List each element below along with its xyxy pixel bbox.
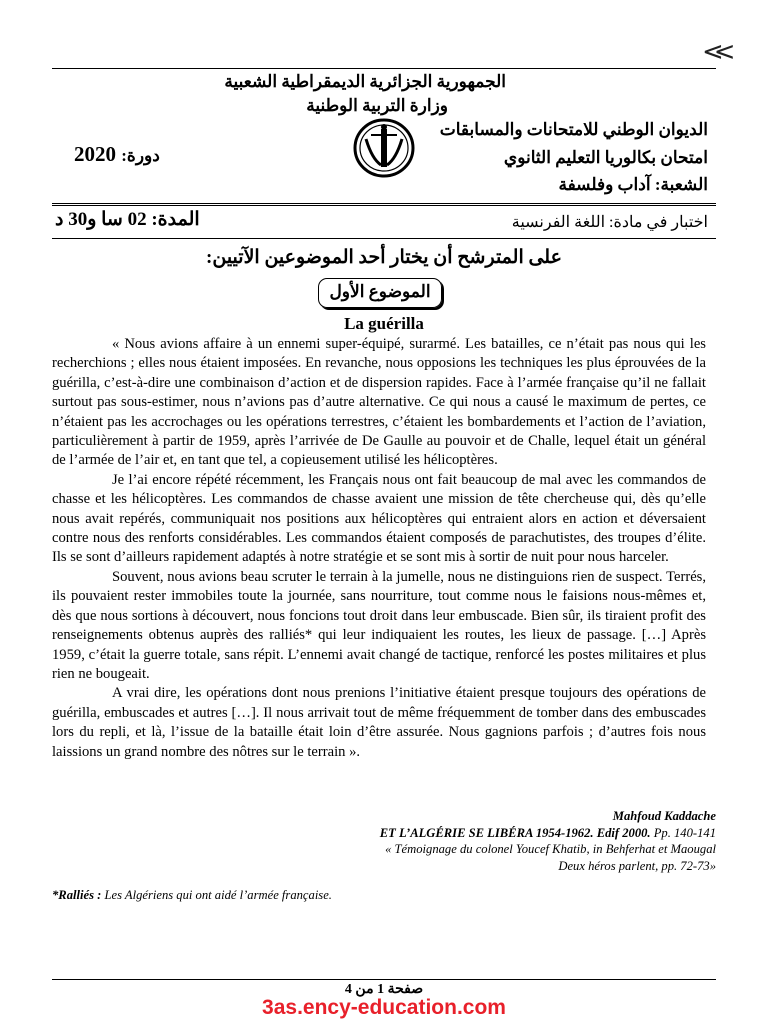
subject-divider	[52, 238, 716, 239]
citation-line-3: « Témoignage du colonel Youcef Khatib, in Behferhat et Maougal	[385, 842, 716, 857]
paragraph: « Nous avions affaire à un ennemi super-équipé, surarmé. Les batailles, ce n’était pas nous qui les recherchions ; elles nous étaient imposées. En revanche, nous opposions les techniques les plus éprouvées de la guérilla, c’est-à-dire une combinaison d’action et de dispersion rapides. Face à l’armée française qu’il ne fallait surtout pas sous-estimer, nous n’avions pas d’autre alternative. Ce qui nous a causé le maximum de pertes, ce n’étaient pas les accrochages ou les opérations terrestres, c’étaient les bombardements et l’action de l’aviation, particulièrement à partir de 1959, après l’arrivée de De Gaulle au pouvoir et de Challe, lequel était un général de l’armée de l’air et, en tant que tel, a copieusement utilisé les hélicoptères.	[52, 336, 706, 469]
citation-pages: Pp. 140-141	[650, 825, 716, 840]
onec-logo	[352, 115, 416, 179]
page-number: صفحة 1 من 4	[344, 982, 424, 997]
exam-name: امتحان بكالوريا التعليم الثانوي	[503, 148, 708, 167]
website-watermark[interactable]: 3as.ency-education.com	[262, 996, 506, 1019]
back-chevron-icon[interactable]: <<	[702, 37, 726, 67]
paragraph: Souvent, nous avions beau scruter le terrain à la jumelle, nous ne distinguions rien de suspect. Terrés, ils pouvaient rester immobiles toute la journée, sans nourriture, tout comme nous le faisions nous-mêmes et, dès que nous sortions à découvert, nous foncions tout droit dans leur embuscade. Bien sûr, ils tiraient profit des renseignements obtenus auprès des ralliés* qui leur indiquaient les routes, les lieux de passage. […] Après 1959, c’était la guerre totale, sans répit. L’ennemi avait changé de tactique, renforcé les postes militaires et plus rien ne bougeait.	[52, 568, 706, 682]
topic-label: الموضوع الأول	[318, 278, 442, 308]
paragraph: A vrai dire, les opérations dont nous prenions l’initiative étaient presque toujours des opérations de guérilla, embuscades et autres […]. Il nous arrivait tout de même fréquemment de tomber dans des embuscades lors du repli, et là, l’issue de la bataille était loin d’être assurée. Nous gagnions parfois ; d’autres fois nous laissions un grand nombre des nôtres sur le terrain ».	[52, 685, 706, 760]
citation-line-4: Deux héros parlent, pp. 72-73»	[558, 858, 716, 873]
top-rule	[52, 68, 716, 69]
citation-book: ET L’ALGÉRIE SE LIBÉRA 1954-1962. Edif 2000.	[379, 825, 651, 840]
header-divider	[52, 203, 716, 206]
ministry-heading: وزارة التربية الوطنية	[306, 96, 448, 115]
session-year: 2020	[74, 142, 116, 166]
session-label: دورة:	[121, 146, 160, 165]
footnote-definition: Les Algériens qui ont aidé l’armée française.	[101, 888, 332, 902]
exam-office: الديوان الوطني للامتحانات والمسابقات	[439, 120, 708, 139]
instruction: على المترشح أن يختار أحد الموضوعين الآتيين:	[206, 247, 562, 268]
branch-label: الشعبة: آداب وفلسفة	[558, 175, 708, 194]
passage	[52, 335, 706, 762]
citation-line-book	[380, 825, 716, 842]
source-citation	[380, 808, 716, 874]
footnote	[52, 888, 332, 903]
footnote-term: *Ralliés :	[52, 888, 102, 902]
footer-rule	[52, 979, 716, 980]
exam-duration: المدة: 02 سا و30 د	[55, 209, 200, 230]
text-title: La guérilla	[344, 314, 424, 333]
session-info	[74, 142, 160, 167]
citation-author: Mahfoud Kaddache	[612, 809, 716, 823]
republic-heading: الجمهورية الجزائرية الديمقراطية الشعبية	[224, 72, 506, 91]
exam-subject: اختبار في مادة: اللغة الفرنسية	[511, 214, 708, 231]
paragraph: Je l’ai encore répété récemment, les Français nous ont fait beaucoup de mal avec les commandos de chasse et les hélicoptères. Les commandos de chasse avaient une mission de tête chercheuse qui, dès qu’elle nous avait repérés, communiquait nos positions aux hélicoptères qui entraient alors en action et déversaient contre nous des renforts considérables. Les commandos étaient composés de parachutistes, des troupes d’élite. Ils se sont d’ailleurs rapidement adaptés à notre stratégie et se sont mis à sortir de nuit pour nous harceler.	[52, 471, 706, 566]
